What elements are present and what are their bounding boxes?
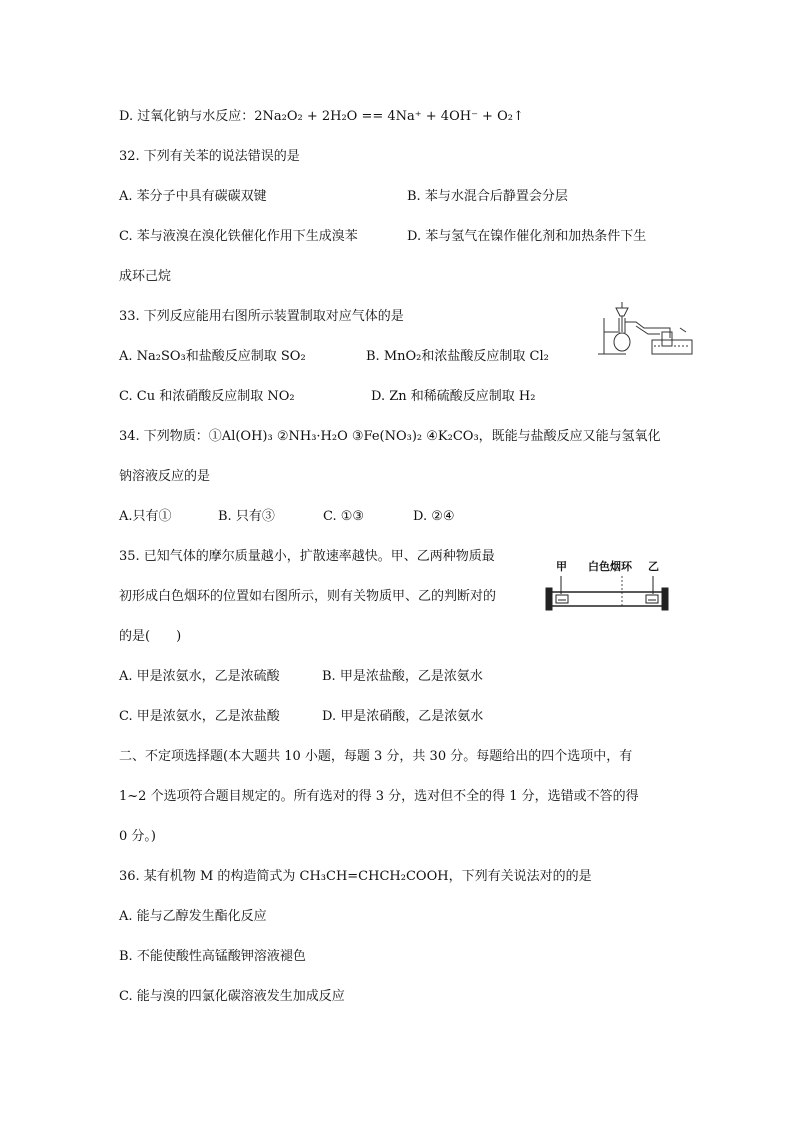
q34-option-d: D. ②④: [413, 509, 455, 524]
q32-option-c: C. 苯与液溴在溴化铁催化作用下生成溴苯: [119, 229, 358, 244]
diffusion-tube-figure: [544, 558, 670, 614]
q36-option-b: B. 不能使酸性高锰酸钾溶液褪色: [119, 949, 306, 964]
q34-stem: 34. 下列物质：①Al(OH)₃ ②NH₃·H₂O ③Fe(NO₃)₂ ④K₂CO₃，既能与盐酸反应又能与氢氧化: [119, 429, 661, 444]
q35-stem: 35. 已知气体的摩尔质量越小，扩散速率越快。甲、乙两种物质最: [119, 549, 495, 564]
q34-stem-continued: 钠溶液反应的是: [119, 469, 211, 484]
q36-stem: 36. 某有机物 M 的构造简式为 CH₃CH=CHCH₂COOH，下列有关说法对的的是: [119, 869, 592, 884]
label-white-smoke-ring: 白色烟环: [588, 561, 632, 573]
q35-option-d: D. 甲是浓硝酸，乙是浓氨水: [322, 709, 484, 724]
q33-option-d: D. Zn 和稀硫酸反应制取 H₂: [371, 389, 536, 404]
gas-apparatus-illustration: [596, 298, 696, 360]
section2-heading-line3: 0 分。): [119, 829, 156, 844]
q34-option-b: B. 只有③: [218, 509, 275, 524]
q33-option-a: A. Na₂SO₃和盐酸反应制取 SO₂: [119, 349, 306, 364]
q35-option-b: B. 甲是浓盐酸，乙是浓氨水: [322, 669, 483, 684]
q33-option-b: B. MnO₂和浓盐酸反应制取 Cl₂: [366, 349, 549, 364]
q35-stem-continued-2: 的是( ): [119, 629, 182, 644]
q33-option-c: C. Cu 和浓硝酸反应制取 NO₂: [119, 389, 295, 404]
q31-option-d: D. 过氧化钠与水反应：2Na₂O₂ + 2H₂O == 4Na⁺ + 4OH⁻ + O₂↑: [119, 109, 524, 124]
q32-option-b: B. 苯与水混合后静置会分层: [407, 189, 568, 204]
q32-stem: 32. 下列有关苯的说法错误的是: [119, 149, 300, 164]
section2-heading-line1: 二、不定项选择题(本大题共 10 小题，每题 3 分，共 30 分。每题给出的四个选项中，有: [119, 749, 633, 764]
label-yi: 乙: [648, 561, 659, 573]
q35-option-a: A. 甲是浓氨水，乙是浓硫酸: [119, 669, 280, 684]
q32-option-d-continued: 成环己烷: [119, 269, 172, 284]
q35-option-c: C. 甲是浓氨水，乙是浓盐酸: [119, 709, 280, 724]
section2-heading-line2: 1~2 个选项符合题目规定的。所有选对的得 3 分，选对但不全的得 1 分，选错或不答的得: [119, 789, 639, 804]
q36-option-c: C. 能与溴的四氯化碳溶液发生加成反应: [119, 989, 345, 1004]
q32-option-d: D. 苯与氢气在镍作催化剂和加热条件下生: [407, 229, 647, 244]
q34-option-c: C. ①③: [323, 509, 365, 524]
q33-stem: 33. 下列反应能用右图所示装置制取对应气体的是: [119, 309, 404, 324]
q32-option-a: A. 苯分子中具有碳碳双键: [119, 189, 267, 204]
label-jia: 甲: [556, 561, 567, 573]
q34-option-a: A.只有①: [119, 509, 172, 524]
tube-icon: [544, 572, 670, 612]
q36-option-a: A. 能与乙醇发生酯化反应: [119, 909, 267, 924]
q35-stem-continued-1: 初形成白色烟环的位置如右图所示，则有关物质甲、乙的判断对的: [119, 589, 497, 604]
